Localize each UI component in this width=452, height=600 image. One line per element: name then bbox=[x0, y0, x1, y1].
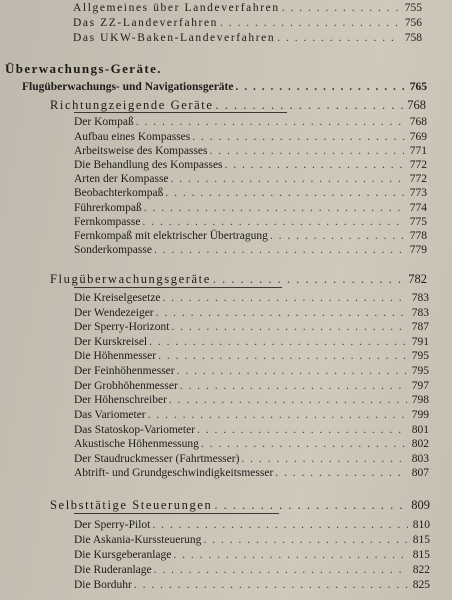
entry-label: Das ZZ-Landeverfahren bbox=[73, 17, 219, 29]
page-number: 798 bbox=[411, 394, 429, 406]
page-number: 822 bbox=[412, 564, 430, 576]
leader-dots bbox=[148, 408, 407, 422]
leader-dots bbox=[192, 130, 405, 144]
toc-entry bbox=[73, 1, 422, 15]
leader-dots bbox=[171, 172, 405, 186]
toc-entry bbox=[74, 393, 429, 407]
toc-entry bbox=[74, 144, 427, 158]
entry-label: Die Kursgeberanlage bbox=[74, 549, 172, 561]
page-number: 772 bbox=[409, 159, 427, 171]
entry-label: Arten der Kompasse bbox=[74, 173, 169, 185]
entry-label: Der Grobhöhenmesser bbox=[74, 380, 178, 392]
toc-entry bbox=[74, 335, 429, 349]
leader-dots bbox=[158, 349, 407, 363]
group-heading bbox=[50, 498, 430, 512]
page-number: 755 bbox=[404, 2, 422, 14]
page-number: 795 bbox=[411, 350, 429, 362]
toc-entry bbox=[74, 158, 427, 172]
leader-dots bbox=[171, 320, 407, 334]
page-number: 799 bbox=[411, 409, 429, 421]
entry-label: Allgemeines über Landeverfahren bbox=[73, 2, 280, 14]
page-number: 758 bbox=[404, 32, 422, 44]
leader-dots bbox=[282, 1, 400, 15]
toc-entry bbox=[74, 115, 427, 129]
page-number: 807 bbox=[411, 467, 429, 479]
leader-dots bbox=[214, 498, 408, 512]
group-rule bbox=[74, 513, 279, 514]
leader-dots bbox=[154, 563, 408, 577]
entry-label: Fernkompasse bbox=[74, 216, 141, 228]
entry-label: Die Behandlung des Kompasses bbox=[74, 159, 223, 171]
leader-dots bbox=[142, 215, 405, 229]
leader-dots bbox=[275, 466, 407, 480]
entry-label: Abtrift- und Grundgeschwindigkeitsmesser bbox=[74, 467, 274, 479]
group-heading bbox=[50, 272, 427, 286]
entry-label: Der Sperry-Horizont bbox=[74, 321, 170, 333]
entry-label: Der Sperry-Pilot bbox=[74, 519, 151, 531]
page-number: 783 bbox=[411, 307, 429, 319]
page-number: 782 bbox=[408, 272, 427, 286]
toc-entry bbox=[74, 437, 429, 451]
leader-dots bbox=[220, 16, 400, 30]
group-rule bbox=[74, 112, 287, 113]
toc-entry bbox=[74, 423, 429, 437]
leader-dots bbox=[177, 364, 407, 378]
page-number: 801 bbox=[411, 424, 429, 436]
toc-entry bbox=[74, 306, 429, 320]
leader-dots bbox=[169, 393, 407, 407]
page-number: 783 bbox=[411, 292, 429, 304]
page-number: 787 bbox=[411, 321, 429, 333]
entry-label: Die Kreiselgesetze bbox=[74, 292, 161, 304]
toc-entry bbox=[74, 186, 427, 200]
leader-dots bbox=[241, 452, 407, 466]
toc-entry bbox=[74, 452, 429, 466]
leader-dots bbox=[149, 335, 407, 349]
page-number: 772 bbox=[409, 173, 427, 185]
page-number: 778 bbox=[409, 230, 427, 242]
toc-entry bbox=[74, 466, 429, 480]
page-number: 771 bbox=[409, 145, 427, 157]
main-heading-label: Flugüberwachungs- und Navigationsgeräte bbox=[22, 81, 234, 93]
toc-entry bbox=[74, 130, 427, 144]
leader-dots bbox=[165, 186, 405, 200]
leader-dots bbox=[163, 291, 407, 305]
entry-label: Der Feinhöhenmesser bbox=[74, 365, 175, 377]
leader-dots bbox=[236, 80, 406, 94]
page-number: 803 bbox=[411, 453, 429, 465]
toc-entry bbox=[74, 379, 429, 393]
leader-dots bbox=[277, 31, 400, 45]
leader-dots bbox=[136, 115, 405, 129]
page-number: 769 bbox=[409, 131, 427, 143]
entry-label: Der Kurskreisel bbox=[74, 336, 148, 348]
toc-entry bbox=[74, 563, 430, 577]
toc-entry bbox=[74, 548, 430, 562]
entry-label: Sonderkompasse bbox=[74, 244, 152, 256]
leader-dots bbox=[173, 548, 408, 562]
group-heading-label: Flugüberwachungsgeräte bbox=[50, 272, 211, 286]
toc-entry bbox=[74, 364, 429, 378]
section-title: Überwachungs-Geräte. bbox=[5, 61, 162, 76]
entry-label: Beobachterkompaß bbox=[74, 187, 164, 199]
page-number: 765 bbox=[409, 81, 427, 93]
page-number: 773 bbox=[409, 187, 427, 199]
leader-dots bbox=[144, 201, 405, 215]
leader-dots bbox=[225, 158, 405, 172]
toc-entry bbox=[74, 201, 427, 215]
leader-dots bbox=[215, 98, 404, 112]
leader-dots bbox=[197, 423, 407, 437]
page-number: 797 bbox=[411, 380, 429, 392]
page-number: 791 bbox=[411, 336, 429, 348]
entry-label: Der Höhenschreiber bbox=[74, 394, 167, 406]
toc-entry bbox=[74, 320, 429, 334]
leader-dots bbox=[201, 437, 407, 451]
page-number: 768 bbox=[409, 116, 427, 128]
group-heading bbox=[50, 98, 426, 112]
entry-label: Das Variometer bbox=[74, 409, 146, 421]
page-number: 810 bbox=[412, 519, 430, 531]
group-heading-label: Richtungzeigende Geräte bbox=[50, 98, 214, 112]
toc-entry bbox=[74, 533, 430, 547]
leader-dots bbox=[134, 578, 408, 592]
group-heading-label: Selbsttätige Steuerungen bbox=[50, 498, 213, 512]
group-rule bbox=[74, 287, 282, 288]
page-number: 802 bbox=[411, 438, 429, 450]
toc-entry bbox=[74, 229, 427, 243]
leader-dots bbox=[180, 379, 407, 393]
toc-entry bbox=[74, 243, 427, 257]
page-number: 815 bbox=[412, 534, 430, 546]
entry-label: Die Borduhr bbox=[74, 579, 132, 591]
toc-entry bbox=[73, 31, 422, 45]
main-heading bbox=[22, 80, 427, 94]
leader-dots bbox=[154, 243, 405, 257]
leader-dots bbox=[270, 229, 405, 243]
entry-label: Der Wendezeiger bbox=[74, 307, 154, 319]
page-number: 774 bbox=[409, 202, 427, 214]
leader-dots bbox=[156, 306, 407, 320]
entry-label: Der Staudruckmesser (Fahrtmesser) bbox=[74, 453, 240, 465]
page-number: 795 bbox=[411, 365, 429, 377]
entry-label: Die Ruderanlage bbox=[74, 564, 152, 576]
toc-entry bbox=[74, 215, 427, 229]
entry-label: Fernkompaß mit elektrischer Übertragung bbox=[74, 230, 268, 242]
entry-label: Arbeitsweise des Kompasses bbox=[74, 145, 208, 157]
entry-label: Aufbau eines Kompasses bbox=[74, 131, 191, 143]
toc-entry bbox=[74, 518, 430, 532]
toc-entry bbox=[74, 578, 430, 592]
toc-entry bbox=[74, 408, 429, 422]
leader-dots bbox=[210, 144, 405, 158]
entry-label: Führerkompaß bbox=[74, 202, 142, 214]
leader-dots bbox=[152, 518, 408, 532]
page-number: 825 bbox=[412, 579, 430, 591]
page-number: 756 bbox=[404, 17, 422, 29]
entry-label: Die Askania-Kurssteuerung bbox=[74, 534, 202, 546]
page-number: 775 bbox=[409, 216, 427, 228]
page-number: 809 bbox=[411, 498, 430, 512]
page-number: 779 bbox=[409, 244, 427, 256]
page-number: 815 bbox=[412, 549, 430, 561]
entry-label: Das UKW-Baken-Landeverfahren bbox=[73, 32, 276, 44]
leader-dots bbox=[203, 533, 408, 547]
entry-label: Der Kompaß bbox=[74, 116, 134, 128]
toc-entry bbox=[74, 349, 429, 363]
entry-label: Akustische Höhenmessung bbox=[74, 438, 199, 450]
entry-label: Die Höhenmesser bbox=[74, 350, 157, 362]
toc-entry bbox=[74, 291, 429, 305]
entry-label: Das Statoskop-Variometer bbox=[74, 424, 196, 436]
toc-entry bbox=[73, 16, 422, 30]
page-number: 768 bbox=[407, 98, 426, 112]
toc-entry bbox=[74, 172, 427, 186]
leader-dots bbox=[213, 272, 405, 286]
